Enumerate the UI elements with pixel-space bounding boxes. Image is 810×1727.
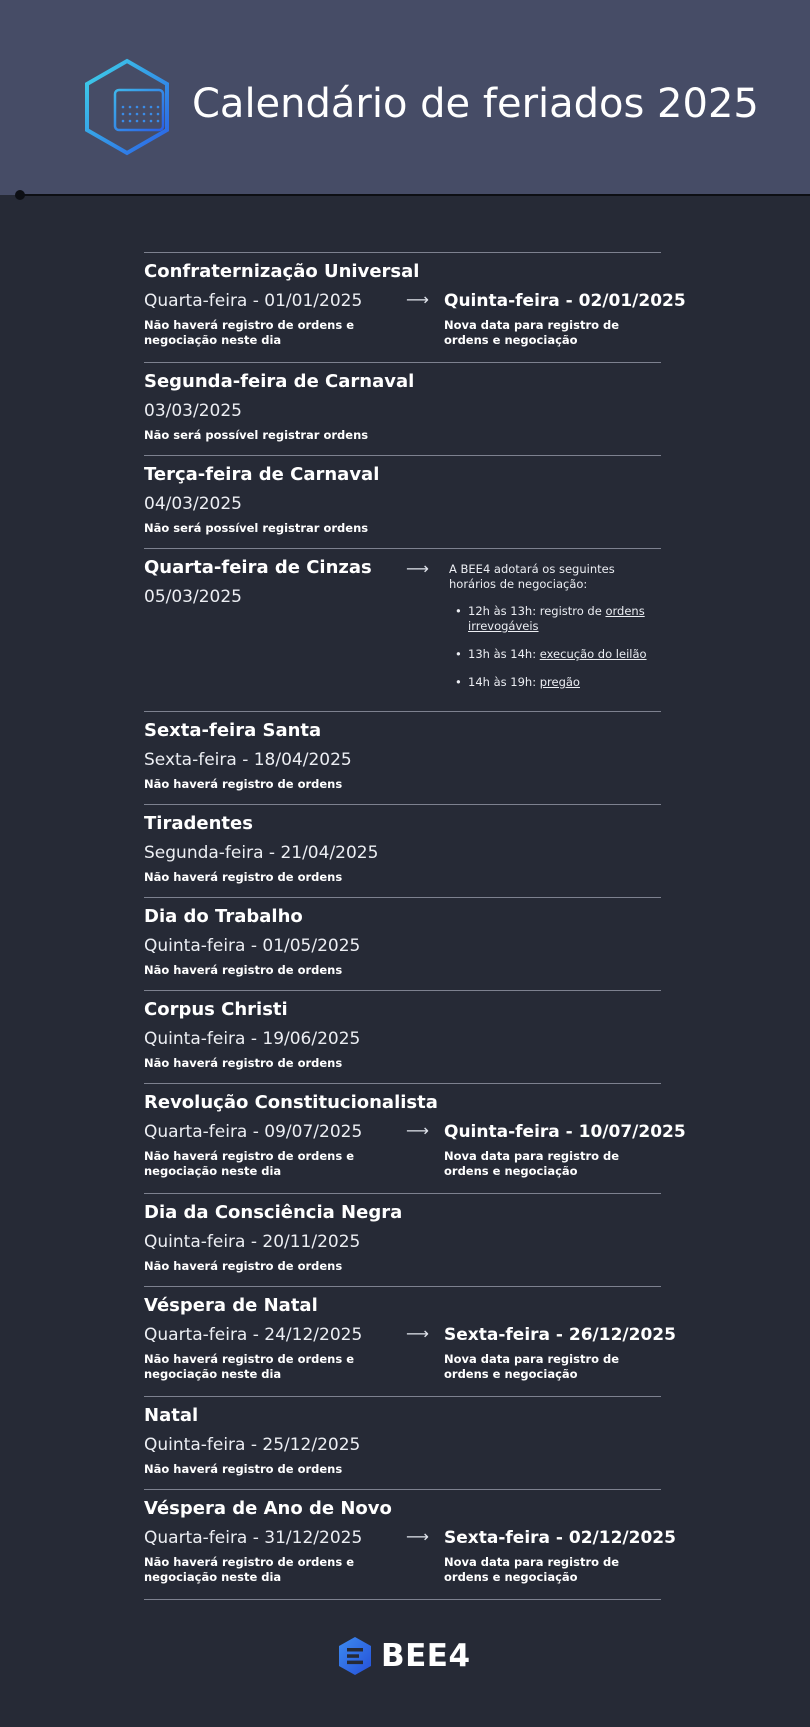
holiday-note: Não haverá registro de ordens [144,1056,343,1070]
holiday-item [144,1193,661,1286]
holiday-item [144,1286,676,1396]
holiday-date: Quarta-feira - 31/12/2025 [144,1528,363,1548]
holiday-item [144,1396,661,1489]
holiday-item [144,804,661,897]
schedule-link[interactable]: ordens irrevogáveis [468,604,645,633]
schedule-time: 13h às 14h: [468,647,540,661]
bee4-logo-icon [337,1636,373,1676]
holiday-note: Não haverá registro de ordens [144,1259,343,1273]
schedule-list [449,604,659,690]
holiday-name: Sexta-feira Santa [144,720,322,741]
schedule-time: 14h às 19h: [468,675,540,689]
holiday-list [144,252,686,1600]
arrow-icon: ⟶ [406,1121,429,1140]
holiday-name: Tiradentes [144,813,253,834]
holiday-item [144,897,661,990]
holiday-note: Não haverá registro de ordens e negociação neste dia [144,318,355,347]
holiday-item [144,252,686,362]
holiday-item [144,1489,676,1599]
new-date-note: Nova data para registro de ordens e negociação [444,1149,620,1178]
holiday-note: Não haverá registro de ordens e negociação neste dia [144,1149,355,1178]
footer-brand-name: BEE4 [381,1638,471,1674]
schedule-item [455,604,659,634]
holiday-date: Quinta-feira - 19/06/2025 [144,1029,361,1049]
schedule-item [455,675,659,690]
holiday-note: Não haverá registro de ordens e negociação neste dia [144,1555,355,1584]
holiday-name: Véspera de Ano de Novo [144,1498,392,1519]
list-end-divider [144,1599,661,1600]
new-date: Sexta-feira - 26/12/2025 [444,1325,676,1345]
holiday-date: 04/03/2025 [144,494,242,514]
arrow-icon: ⟶ [406,559,429,578]
schedule-link[interactable]: pregão [539,675,580,689]
holiday-date: Quinta-feira - 01/05/2025 [144,936,361,956]
holiday-note: Não haverá registro de ordens [144,1462,343,1476]
new-date-note: Nova data para registro de ordens e negociação [444,1352,620,1381]
holiday-date: Quinta-feira - 20/11/2025 [144,1232,361,1252]
holiday-name: Dia da Consciência Negra [144,1202,403,1223]
holiday-name: Revolução Constitucionalista [144,1092,438,1113]
schedule-item [455,647,659,662]
holiday-note: Não haverá registro de ordens e negociação neste dia [144,1352,355,1381]
holiday-item [144,711,661,804]
holiday-note: Não será possível registrar ordens [144,428,369,442]
holiday-date: Quarta-feira - 09/07/2025 [144,1122,363,1142]
holiday-date: Quarta-feira - 01/01/2025 [144,291,363,311]
calendar-hexagon-icon [82,58,172,156]
new-date-note: Nova data para registro de ordens e negociação [444,318,620,347]
holiday-item [144,362,661,455]
holiday-date: Quarta-feira - 24/12/2025 [144,1325,363,1345]
holiday-date: Quinta-feira - 25/12/2025 [144,1435,361,1455]
holiday-date: Sexta-feira - 18/04/2025 [144,750,352,770]
page-title: Calendário de feriados 2025 [192,81,759,127]
holiday-date: 05/03/2025 [144,587,242,607]
schedule-intro: A BEE4 adotará os seguintes horários de negociação: [449,562,615,591]
holiday-item [144,1083,686,1193]
new-date: Quinta-feira - 02/01/2025 [444,291,686,311]
holiday-note: Não haverá registro de ordens [144,963,343,977]
schedule-link[interactable]: execução do leilão [539,647,647,661]
holiday-name: Terça-feira de Carnaval [144,464,380,485]
new-date: Sexta-feira - 02/12/2025 [444,1528,676,1548]
arrow-icon: ⟶ [406,290,429,309]
holiday-name: Corpus Christi [144,999,288,1020]
arrow-icon: ⟶ [406,1324,429,1343]
new-date-note: Nova data para registro de ordens e negociação [444,1555,620,1584]
header [0,0,810,195]
holiday-item [144,548,661,711]
holiday-name: Confraternização Universal [144,261,420,282]
divider-dot [15,190,25,200]
holiday-name: Véspera de Natal [144,1295,318,1316]
holiday-name: Segunda-feira de Carnaval [144,371,415,392]
header-divider [16,194,810,196]
new-date: Quinta-feira - 10/07/2025 [444,1122,686,1142]
holiday-name: Natal [144,1405,199,1426]
holiday-name: Dia do Trabalho [144,906,303,927]
holiday-note: Não será possível registrar ordens [144,521,369,535]
schedule-time: 12h às 13h: registro de [468,604,606,618]
holiday-note: Não haverá registro de ordens [144,777,343,791]
trading-schedule [449,562,659,703]
holiday-note: Não haverá registro de ordens [144,870,343,884]
arrow-icon: ⟶ [406,1527,429,1546]
holiday-name: Quarta-feira de Cinzas [144,557,372,578]
holiday-item [144,455,661,548]
holiday-date: Segunda-feira - 21/04/2025 [144,843,379,863]
holiday-item [144,990,661,1083]
footer-logo [337,1636,477,1676]
holiday-date: 03/03/2025 [144,401,242,421]
